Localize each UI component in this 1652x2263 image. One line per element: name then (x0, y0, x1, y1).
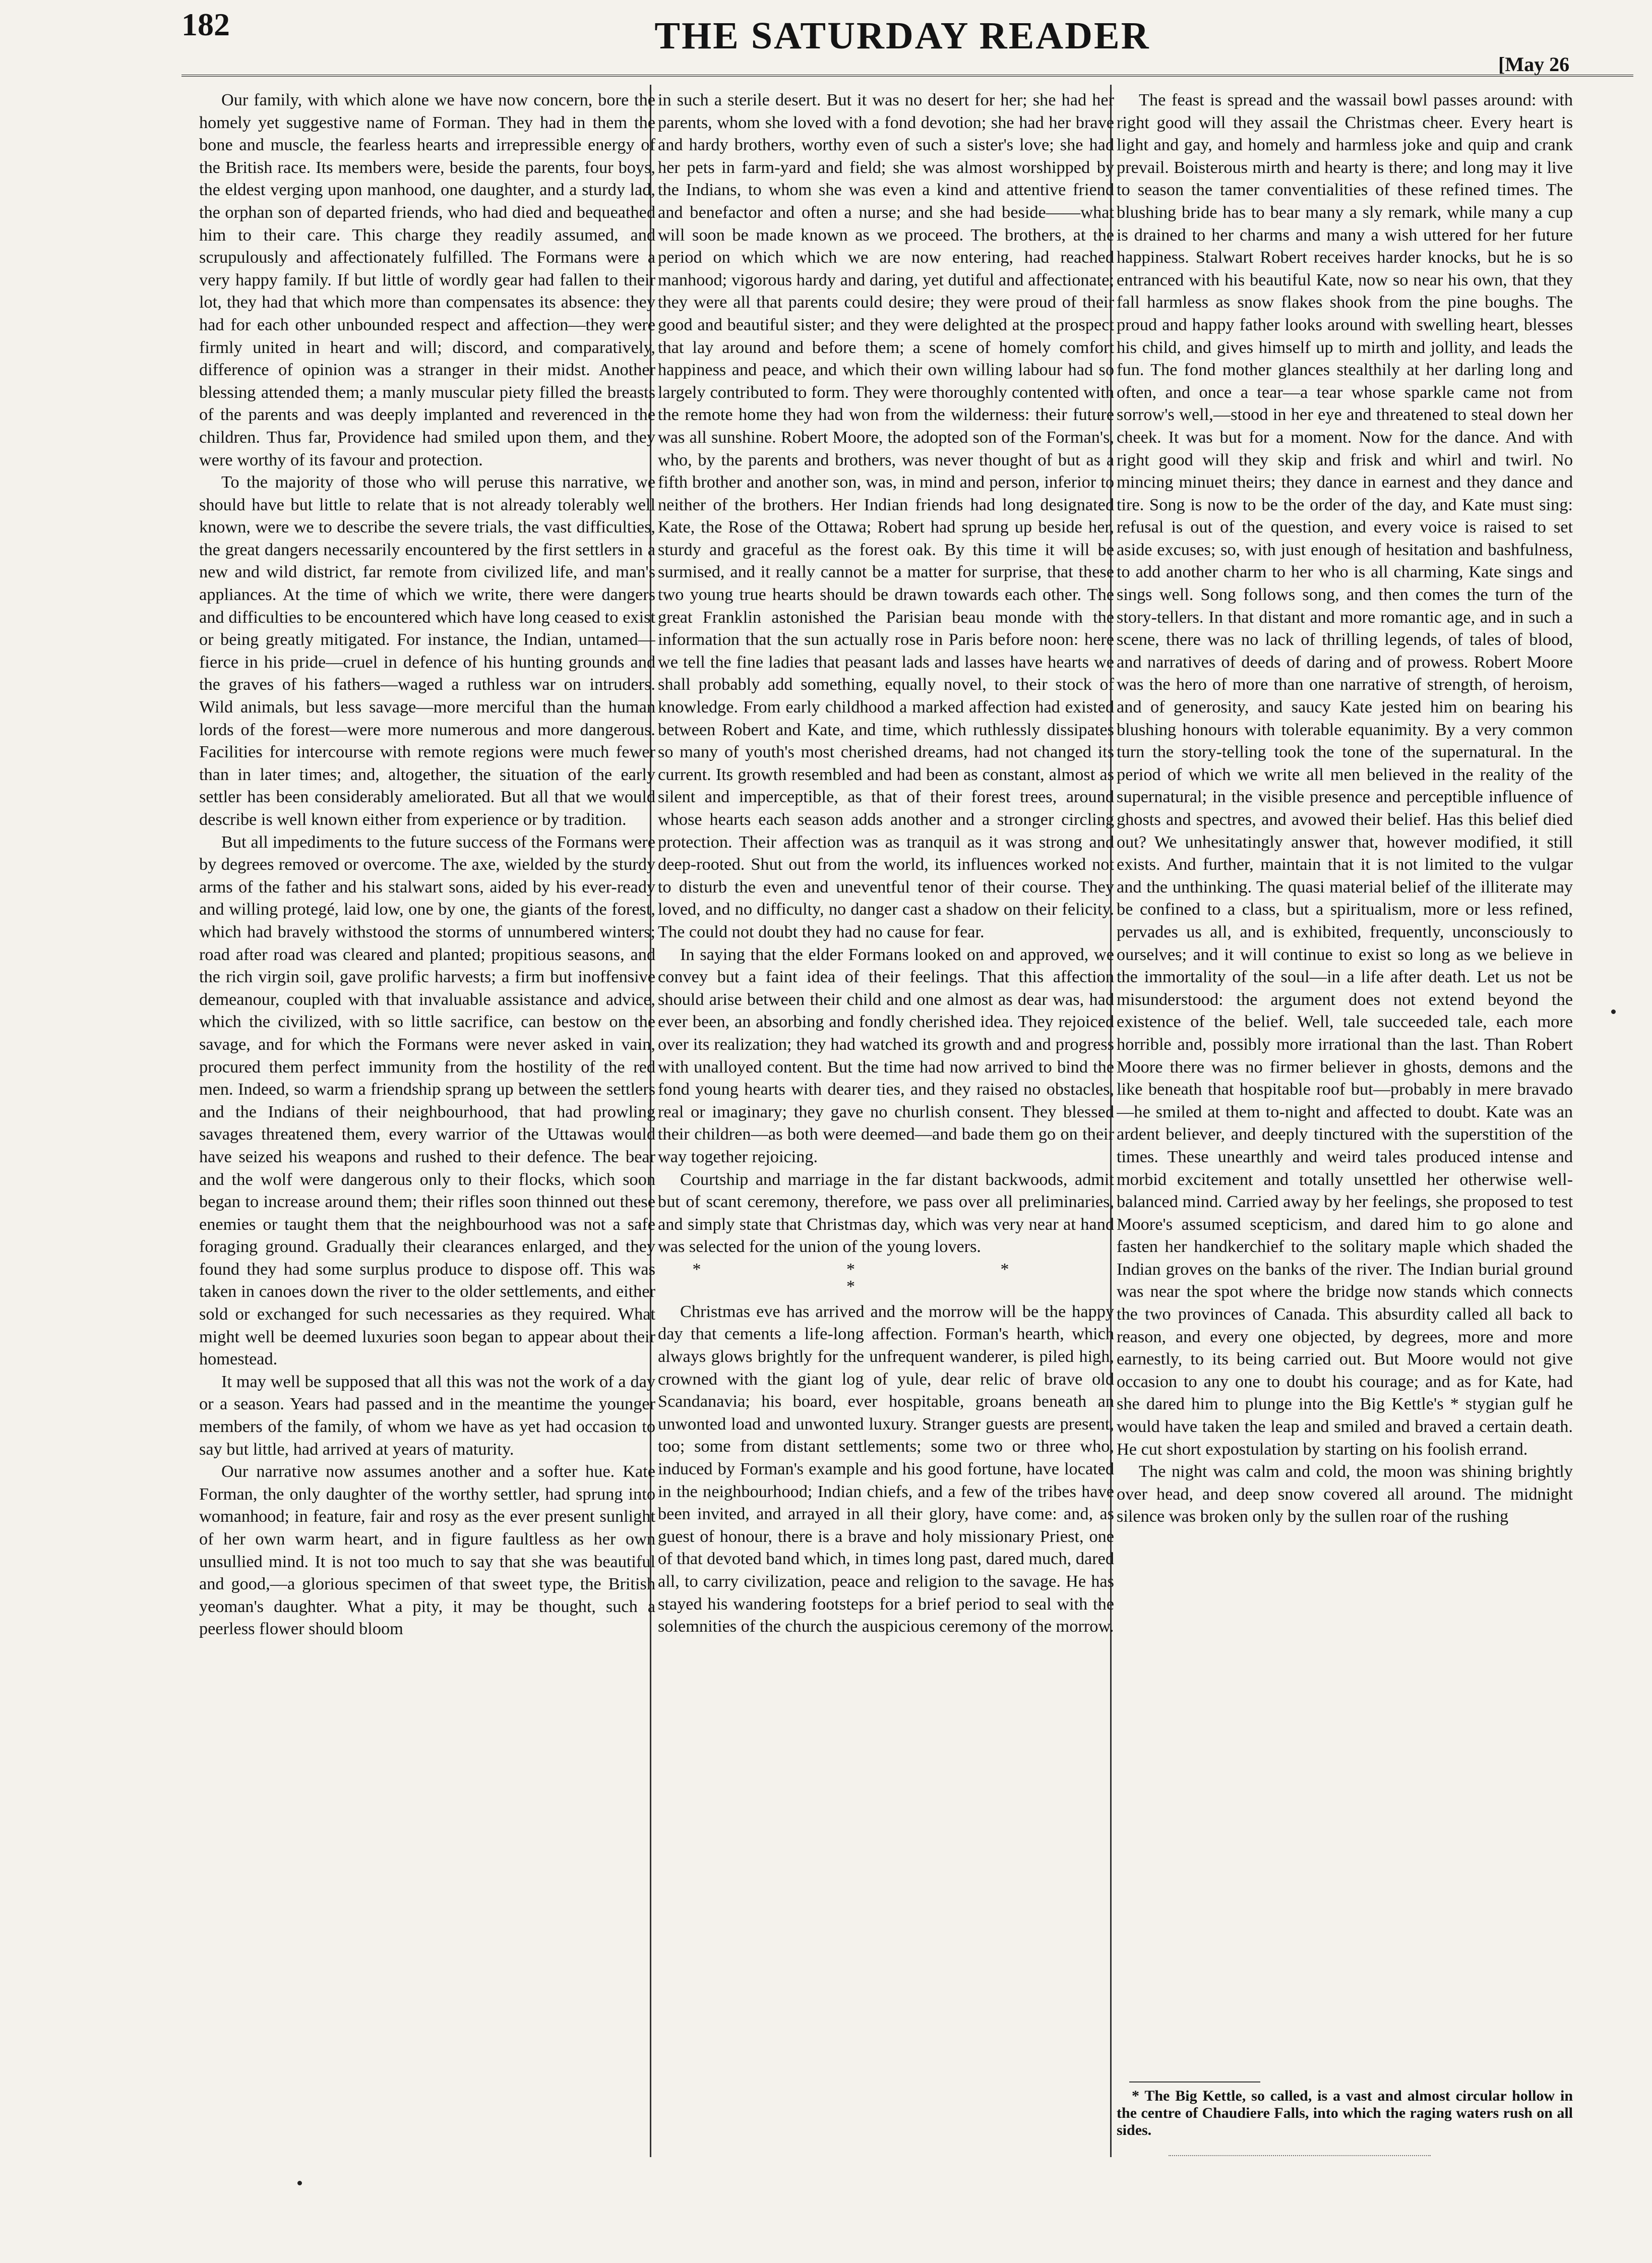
ink-speck (297, 2181, 302, 2185)
page-number: 182 (181, 7, 230, 42)
paragraph: Our narrative now assumes another and a softer hue. Kate Forman, the only daughter of the worthy settler, had sprung into womanhood; in feature, fair and rosy as the ever present sunlight of her own warm heart, and in figure faultless as her own unsullied mind. It is not too much to say that she was beautiful and good,—a glorious specimen of that sweet type, the British yeoman's daughter. What a pity, it may be thought, such a peerless flower should bloom (199, 1462, 655, 1639)
paragraph: Our family, with which alone we have now concern, bore the homely yet suggestive name of Forman. They had in them the bone and muscle, the fearless hearts and irrepressible energy of the British race. Its members were, beside the parents, four boys, the eldest verging upon manhood, one daughter, and a sturdy lad, the orphan son of departed friends, who had died and bequeathed him to their care. This charge they readily assumed, and scrupulously and affectionately fulfilled. The Formans were a very happy family. If but little of wordly gear had fallen to their lot, they had that which more than compensates its absence: they had for each other unbounded respect and affection—they were firmly united in heart and will; discord, and comparatively, difference of opinion was a stranger in their midst. Another blessing attended them; a manly muscular piety filled the breasts of the parents and was deeply implanted and reverenced in the children. Thus far, Providence had smiled upon them, and they were worthy of its favour and protection. (199, 90, 655, 469)
paragraph: The night was calm and cold, the moon was shining brightly over head, and deep snow covered all around. The midnight silence was broken only by the sullen roar of the rushing (1117, 1462, 1573, 1526)
paragraph: In saying that the elder Formans looked on and approved, we convey but a faint idea of their feelings. That this affection should arise between their child and one almost as dear was, had ever been, an absorbing and fondly cherished idea. They rejoiced over its realization; they had watched its growth and and progress with unalloyed content. But the time had now arrived to bind the fond young hearts with dearer ties, and they raised no obstacles, real or imaginary; they gave no churlish consent. They blessed their children—as both were deemed—and bade them go on their way together rejoicing. (658, 944, 1114, 1166)
publication-title: THE SATURDAY READER (654, 15, 1150, 57)
footnote: * The Big Kettle, so called, is a vast and almost circular hollow in the centre of Chaudiere Falls, into which the raging waters rush on all sides. (1117, 2088, 1573, 2138)
paragraph: Christmas eve has arrived and the morrow will be the happy day that cements a life-long affection. Forman's hearth, which always glows brightly for the unfrequent wanderer, is piled high, crowned with the giant log of yule, dear relic of brave old Scandanavia; his board, ever hospitable, groans beneath an unwonted load and unwonted luxury. Stranger guests are present, too; some from distant settlements; some two or three who, induced by Forman's example and his good fortune, have located in the neighbourhood; Indian chiefs, and a few of the tribes have been invited, and arrayed in all their glory, have come: and, as guest of honour, there is a brave and holy missionary Priest, one of that devoted band which, in times long past, dared much, dared all, to carry civilization, peace and religion to the savage. He has stayed his wandering footsteps for a brief period to seal with the solemnities of the church the auspicious ceremony of the morrow. (658, 1301, 1114, 1636)
section-break: * * * * (692, 1260, 1080, 1296)
column-1 (199, 89, 655, 2111)
paragraph: It may well be supposed that all this was not the work of a day or a season. Years had passed and in the meantime the younger members of the family, of whom we have as yet had occasion to say but little, had arrived at years of maturity. (199, 1372, 655, 1459)
print-smudge (1169, 2155, 1431, 2156)
issue-date: [May 26 (1498, 53, 1570, 76)
paragraph: To the majority of those who will peruse this narrative, we should have but little to relate that is not already tolerably well known, were we to describe the severe trials, the vast difficulties, the great dangers necessarily encountered by the first settlers in a new and wild district, far remote from civilized life, and man's appliances. At the time of which we write, there were dangers and difficulties to be encountered which have long ceased to exist or being greatly mitigated. For instance, the Indian, untamed—fierce in his pride—cruel in defence of his hunting grounds and the graves of his fathers—waged a ruthless war on intruders. Wild animals, but less savage—more merciful than the human lords of the forest—were more numerous and more dangerous. Facilities for intercourse with remote regions were much fewer than in later times; and, altogether, the situation of the early settler has been considerably ameliorated. But all that we would describe is well known either from experience or by tradition. (199, 472, 655, 829)
paragraph: The feast is spread and the wassail bowl passes around: with right good will they assail the Christmas cheer. Every heart is light and gay, and homely and harmless joke and quip and crank prevail. Boisterous mirth and hearty is there; and long may it live to season the tamer conventialities of these refined times. The blushing bride has to bear many a sly remark, while many a cup is drained to her charms and many a wish uttered for her future happiness. Stalwart Robert receives harder knocks, but he is so entranced with his beautiful Kate, now so near his own, that they fall harmless as snow flakes shook from the pine boughs. The proud and happy father looks around with swelling heart, blesses his child, and gives himself up to mirth and jollity, and leads the fun. The fond mother glances stealthily at her darling long and often, and once a tear—a tear whose sparkle came not from sorrow's well,—stood in her eye and threatened to steal down her cheek. It was but for a moment. Now for the dance. And with right good will they skip and frisk and whirl and twirl. No mincing minuet theirs; they dance in earnest and they dance and tire. Song is now to be the order of the day, and Kate must sing: refusal is out of the question, and every voice is raised to set aside excuses; so, with just enough of hesitation and bashfulness, to add another charm to her who is all charming, Kate sings and sings well. Song follows song, and then comes the turn of the story-tellers. In that distant and more romantic age, and in such a scene, there was no lack of thrilling legends, of tales of blood, and narratives of deeds of daring and of prowess. Robert Moore was the hero of more than one narrative of strength, of heroism, and of generosity, and saucy Kate jested him on bearing his blushing honours with tolerable equanimity. By a very common turn the story-telling took the tone of the supernatural. In the period of which we write all men believed in the reality of the supernatural; in the visible presence and perceptible influence of ghosts and spectres, and avowed their belief. Has this belief died out? We unhesitatingly answer that, however modified, it still exists. And further, maintain that it is not limited to the vulgar and the unthinking. The quasi material belief of the illiterate may be confined to a class, but a spiritualism, more or less refined, pervades us all, and is exhibited, frequently, unconsciously to ourselves; and it will continue to exist so long as we believe in the immortality of the soul—in a life after death. Let us not be misunderstood: the argument does not extend beyond the existence of the belief. Well, tale succeeded tale, each more horrible and, possibly more irrational than the last. Than Robert Moore there was no firmer believer in ghosts, demons and the like beneath that hospitable roof but—probably in mere bravado—he smiled at them to-night and affected to doubt. Kate was an ardent believer, and deeply tinctured with the superstition of the times. These unearthly and weird tales produced intense and morbid excitement and totally unsettled her otherwise well-balanced mind. Carried away by her feelings, she proposed to test Moore's assumed scepticism, and dared him to go alone and fasten her handkerchief to the solitary maple which shaded the Indian groves on the banks of the river. The Indian burial ground was near the spot where the bridge now stands which connects the two provinces of Canada. This absurdity called all back to reason, and every one objected, by degrees, more and more earnestly, to its being carried out. But Moore would not give occasion to any one to doubt his courage; and as for Kate, had she dared him to plunge into the Big Kettle's * stygian gulf he would have taken the leap and smiled and braved a certain death. He cut short expostulation by starting on his foolish errand. (1117, 90, 1573, 1459)
paragraph: Courtship and marriage in the far distant backwoods, admit but of scant ceremony, therefore, we pass over all preliminaries, and simply state that Christmas day, which was very near at hand was selected for the union of the young lovers. (658, 1169, 1114, 1257)
paragraph: in such a sterile desert. But it was no desert for her; she had her parents, whom she loved with a fond devotion; she had her brave and hardy brothers, worthy even of such a sister's love; she had her pets in farm-yard and field; she was almost worshipped by the Indians, to whom she was even a kind and attentive friend and benefactor and often a nurse; and she had beside——what will soon be made known as we proceed. The brothers, at the period on which which we are now entering, had reached manhood; vigorous hardy and daring, yet dutiful and affectionate; they were all that parents could desire; they were proud of their good and beautiful sister; and they were delighted at the prospect that lay around and before them; a scene of homely comfort happiness and peace, and which their own willing labour had so largely contributed to form. They were thoroughly contented with the remote home they had won from the wilderness: their future was all sunshine. Robert Moore, the adopted son of the Forman's, who, by the parents and brothers, was never thought of but as a fifth brother and another son, was, in mind and person, inferior to neither of the brothers. Her Indian friends had long designated Kate, the Rose of the Ottawa; Robert had sprung up beside her, sturdy and graceful as the forest oak. By this time it will be surmised, and it really cannot be a matter for surprise, that these two young true hearts should be drawn towards each other. The great Franklin astonished the Parisian beau monde with the information that the sun actually rose in Paris before noon: here we tell the fine ladies that peasant lads and lasses have hearts we shall probably add something, equally novel, to their stock of knowledge. From early childhood a marked affection had existed between Robert and Kate, and time, which ruthlessly dissipates so many of youth's most cherished dreams, had not changed its current. Its growth resembled and had been as constant, almost as silent and imperceptible, as that of their forest trees, around whose hearts each season adds another and a stronger circling protection. Their affection was as tranquil as it was strong and deep-rooted. Shut out from the world, its influences worked not to disturb the even and uneventful tenor of their course. They loved, and no difficulty, no danger cast a shadow on their felicity. The could not doubt they had no cause for fear. (658, 90, 1114, 941)
ink-speck (1611, 1009, 1616, 1014)
column-3 (1117, 89, 1573, 2111)
column-2 (658, 89, 1114, 2111)
paragraph: But all impediments to the future success of the Formans were by degrees removed or overcome. The axe, wielded by the sturdy arms of the father and his stalwart sons, aided by his ever-ready and willing protegé, laid low, one by one, the giants of the forest, which had bravely withstood the storms of unnumbered winters; road after road was cleared and planted; propitious seasons, and the rich virgin soil, gave prolific harvests; a firm but inoffensive demeanour, coupled with that invaluable assistance and advice, which the civilized, with so little sacrifice, can bestow on the savage, and for which the Formans were never asked in vain, procured them perfect immunity from the hostility of the red men. Indeed, so warm a friendship sprang up between the settlers and the Indians of their neighbourhood, that had prowling savages threatened them, every warrior of the Uttawas would have seized his weapons and rushed to their defence. The bear and the wolf were dangerous only to their flocks, which soon began to increase around them; their rifles soon thinned out these enemies or taught them that the neighbourhood was not a safe foraging ground. Gradually their clearances enlarged, and they found they had some surplus produce to dispose off. This was taken in canoes down the river to the older settlements, and either sold or exchanged for such necessaries as they required. What might well be deemed luxuries soon began to appear about their homestead. (199, 832, 655, 1369)
header-rule (181, 75, 1633, 77)
footnote-rule (1129, 2081, 1260, 2082)
